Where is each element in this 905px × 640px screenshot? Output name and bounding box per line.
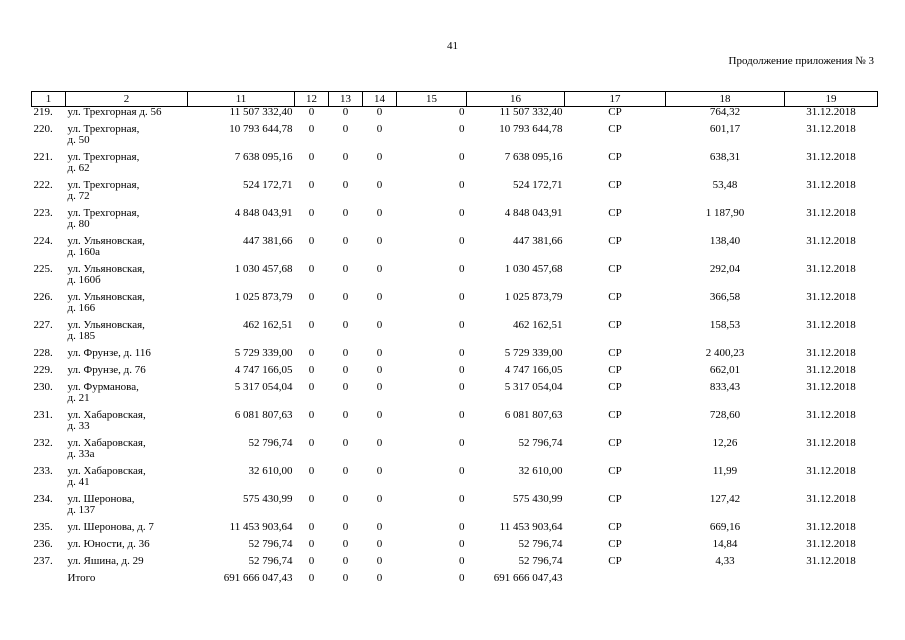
table-row (32, 124, 878, 152)
col-12-cell: 0 (308, 291, 315, 303)
address-cell: ул. Ульяновская, д. 166 (67, 291, 145, 314)
col-19-cell: 31.12.2018 (806, 493, 856, 505)
col-15-cell: 0 (459, 347, 465, 359)
col-14-cell: 0 (376, 572, 383, 584)
col-16-cell: 1 025 873,79 (504, 291, 563, 303)
column-header: 12 (295, 92, 329, 107)
row-number: 233. (33, 465, 53, 477)
col-11-cell: 1 025 873,79 (234, 291, 293, 303)
col-13-cell: 0 (342, 347, 349, 359)
col-13-cell: 0 (342, 123, 349, 135)
row-number: 220. (33, 123, 53, 135)
col-13-cell: 0 (342, 465, 349, 477)
address-cell: ул. Хабаровская, д. 33а (67, 437, 146, 460)
table-row (32, 522, 878, 539)
col-19-cell: 31.12.2018 (806, 409, 856, 421)
col-17-cell: СР (608, 555, 622, 567)
col-15-cell: 0 (459, 381, 465, 393)
table-body (32, 107, 878, 591)
col-17-cell (565, 573, 666, 590)
col-14-cell: 0 (376, 493, 383, 505)
col-19-cell: 31.12.2018 (806, 235, 856, 247)
col-17-cell: СР (608, 521, 622, 533)
column-header: 2 (66, 92, 188, 107)
col-11-cell: 52 796,74 (248, 437, 293, 449)
col-19-cell: 31.12.2018 (806, 319, 856, 331)
col-18-cell: 11,99 (712, 465, 738, 477)
col-17-cell: СР (608, 381, 622, 393)
col-14-cell: 0 (376, 235, 383, 247)
col-11-cell: 1 030 457,68 (234, 263, 293, 275)
col-16-cell: 5 317 054,04 (504, 381, 563, 393)
col-18-cell (666, 573, 785, 590)
col-17-cell: СР (608, 123, 622, 135)
row-number: 236. (33, 538, 53, 550)
table-row (32, 348, 878, 365)
col-16-cell: 52 796,74 (518, 555, 563, 567)
col-19-cell: 31.12.2018 (806, 364, 856, 376)
col-12-cell: 0 (308, 364, 315, 376)
col-15-cell: 0 (459, 521, 465, 533)
address-cell: ул. Ульяновская, д. 185 (67, 319, 145, 342)
col-12-cell: 0 (308, 347, 315, 359)
col-13-cell: 0 (342, 263, 349, 275)
col-14-cell: 0 (376, 465, 383, 477)
col-11-cell: 575 430,99 (243, 493, 293, 505)
row-number: 227. (33, 319, 53, 331)
col-13-cell: 0 (342, 493, 349, 505)
col-16-cell: 7 638 095,16 (504, 151, 563, 163)
col-15-cell: 0 (459, 437, 465, 449)
col-14-cell: 0 (376, 538, 383, 550)
col-12-cell: 0 (308, 572, 315, 584)
column-header: 15 (397, 92, 467, 107)
address-cell: ул. Фрунзе, д. 116 (67, 347, 151, 359)
col-14-cell: 0 (376, 151, 383, 163)
col-14-cell: 0 (376, 106, 383, 118)
col-19-cell: 31.12.2018 (806, 179, 856, 191)
col-15-cell: 0 (459, 235, 465, 247)
header-row (32, 92, 878, 107)
col-16-cell: 1 030 457,68 (504, 263, 563, 275)
col-11-cell: 462 162,51 (243, 319, 293, 331)
col-17-cell: СР (608, 291, 622, 303)
table-row (32, 292, 878, 320)
col-17-cell: СР (608, 263, 622, 275)
col-18-cell: 53,48 (712, 179, 738, 191)
col-12-cell: 0 (308, 207, 315, 219)
column-header: 14 (363, 92, 397, 107)
col-18-cell: 728,60 (709, 409, 741, 421)
col-16-cell: 10 793 644,78 (499, 123, 563, 135)
col-12-cell: 0 (308, 437, 315, 449)
col-16-cell: 11 507 332,40 (499, 106, 563, 118)
col-13-cell: 0 (342, 291, 349, 303)
col-14-cell: 0 (376, 437, 383, 449)
col-17-cell: СР (608, 493, 622, 505)
table-row (32, 466, 878, 494)
table-row (32, 320, 878, 348)
col-16-cell: 32 610,00 (518, 465, 563, 477)
col-19-cell: 31.12.2018 (806, 465, 856, 477)
col-11-cell: 11 453 903,64 (229, 521, 293, 533)
col-19-cell: 31.12.2018 (806, 347, 856, 359)
col-13-cell: 0 (342, 106, 349, 118)
col-14-cell: 0 (376, 555, 383, 567)
col-18-cell: 4,33 (715, 555, 735, 567)
address-cell: ул. Хабаровская, д. 41 (67, 465, 146, 488)
col-14-cell: 0 (376, 347, 383, 359)
col-16-cell: 524 172,71 (513, 179, 563, 191)
col-12-cell: 0 (308, 151, 315, 163)
row-number: 235. (33, 521, 53, 533)
col-19-cell: 31.12.2018 (806, 123, 856, 135)
col-15-cell: 0 (459, 319, 465, 331)
table-row (32, 539, 878, 556)
col-12-cell: 0 (308, 409, 315, 421)
col-12-cell: 0 (308, 123, 315, 135)
col-13-cell: 0 (342, 364, 349, 376)
col-12-cell: 0 (308, 319, 315, 331)
column-header: 11 (188, 92, 295, 107)
col-19-cell: 31.12.2018 (806, 437, 856, 449)
address-cell: ул. Яшина, д. 29 (67, 555, 144, 567)
row-number (32, 573, 66, 590)
address-cell: ул. Хабаровская, д. 33 (67, 409, 146, 432)
col-19-cell: 31.12.2018 (806, 555, 856, 567)
col-13-cell: 0 (342, 235, 349, 247)
col-12-cell: 0 (308, 493, 315, 505)
col-17-cell: СР (608, 465, 622, 477)
col-19-cell: 31.12.2018 (806, 106, 856, 118)
col-13-cell: 0 (342, 381, 349, 393)
col-18-cell: 12,26 (712, 437, 738, 449)
table-row (32, 365, 878, 382)
row-number: 232. (33, 437, 53, 449)
col-11-cell: 524 172,71 (243, 179, 293, 191)
col-19-cell (785, 573, 878, 590)
page-number: 41 (447, 40, 458, 52)
col-12-cell: 0 (308, 263, 315, 275)
col-18-cell: 638,31 (709, 151, 741, 163)
col-13-cell: 0 (342, 151, 349, 163)
address-cell: ул. Ульяновская, д. 160б (67, 263, 145, 286)
table-row (32, 264, 878, 292)
row-number: 221. (33, 151, 53, 163)
col-16-cell: 575 430,99 (513, 493, 563, 505)
row-number: 223. (33, 207, 53, 219)
row-number: 234. (33, 493, 53, 505)
column-header: 18 (666, 92, 785, 107)
address-cell: ул. Шеронова, д. 7 (67, 521, 154, 533)
col-13-cell: 0 (342, 538, 349, 550)
table-row (32, 438, 878, 466)
col-13-cell: 0 (342, 572, 349, 584)
column-header: 13 (329, 92, 363, 107)
row-number: 230. (33, 381, 53, 393)
col-11-cell: 7 638 095,16 (234, 151, 293, 163)
address-cell: ул. Трехгорная д. 56 (67, 106, 162, 118)
col-15-cell: 0 (459, 364, 465, 376)
col-17-cell: СР (608, 106, 622, 118)
table-row (32, 410, 878, 438)
col-14-cell: 0 (376, 319, 383, 331)
col-13-cell: 0 (342, 179, 349, 191)
col-11-cell: 10 793 644,78 (229, 123, 293, 135)
col-17-cell: СР (608, 207, 622, 219)
row-number: 219. (33, 106, 53, 118)
address-cell: ул. Фрунзе, д. 76 (67, 364, 146, 376)
col-12-cell: 0 (308, 465, 315, 477)
col-19-cell: 31.12.2018 (806, 291, 856, 303)
col-19-cell: 31.12.2018 (806, 538, 856, 550)
table-row (32, 382, 878, 410)
col-13-cell: 0 (342, 207, 349, 219)
table-row (32, 208, 878, 236)
address-cell: ул. Шеронова, д. 137 (67, 493, 135, 516)
col-15-cell: 0 (459, 493, 465, 505)
col-19-cell: 31.12.2018 (806, 521, 856, 533)
col-11-cell: 52 796,74 (248, 538, 293, 550)
table-row (32, 236, 878, 264)
address-cell: Итого (67, 572, 96, 584)
col-11-cell: 447 381,66 (243, 235, 293, 247)
col-12-cell: 0 (308, 381, 315, 393)
row-number: 237. (33, 555, 53, 567)
col-18-cell: 14,84 (712, 538, 738, 550)
col-12-cell: 0 (308, 521, 315, 533)
row-number: 222. (33, 179, 53, 191)
column-header: 16 (467, 92, 565, 107)
col-14-cell: 0 (376, 207, 383, 219)
col-11-cell: 4 747 166,05 (234, 364, 293, 376)
col-17-cell: СР (608, 364, 622, 376)
row-number: 224. (33, 235, 53, 247)
col-15-cell: 0 (459, 106, 465, 118)
col-12-cell: 0 (308, 235, 315, 247)
col-18-cell: 601,17 (709, 123, 741, 135)
col-16-cell: 5 729 339,00 (504, 347, 563, 359)
col-17-cell: СР (608, 151, 622, 163)
col-15-cell: 0 (459, 409, 465, 421)
col-14-cell: 0 (376, 381, 383, 393)
appendix-title: Продолжение приложения № 3 (728, 55, 874, 67)
col-17-cell: СР (608, 437, 622, 449)
col-15-cell: 0 (459, 123, 465, 135)
table-row (32, 556, 878, 573)
col-18-cell: 127,42 (709, 493, 741, 505)
col-14-cell: 0 (376, 409, 383, 421)
col-15-cell: 0 (459, 207, 465, 219)
col-16-cell: 11 453 903,64 (499, 521, 563, 533)
row-number: 225. (33, 263, 53, 275)
col-16-cell: 52 796,74 (518, 538, 563, 550)
col-15-cell: 0 (459, 151, 465, 163)
col-12-cell: 0 (308, 179, 315, 191)
col-11-cell: 32 610,00 (248, 465, 293, 477)
col-16-cell: 6 081 807,63 (504, 409, 563, 421)
col-16-cell: 4 848 043,91 (504, 207, 563, 219)
col-15-cell: 0 (459, 263, 465, 275)
col-13-cell: 0 (342, 555, 349, 567)
col-17-cell: СР (608, 179, 622, 191)
col-13-cell: 0 (342, 521, 349, 533)
col-18-cell: 669,16 (709, 521, 741, 533)
col-14-cell: 0 (376, 364, 383, 376)
col-19-cell: 31.12.2018 (806, 381, 856, 393)
col-18-cell: 2 400,23 (705, 347, 745, 359)
row-number: 231. (33, 409, 53, 421)
row-number: 229. (33, 364, 53, 376)
col-14-cell: 0 (376, 179, 383, 191)
col-15-cell: 0 (459, 291, 465, 303)
col-16-cell: 447 381,66 (513, 235, 563, 247)
row-number: 226. (33, 291, 53, 303)
table-row (32, 494, 878, 522)
col-16-cell: 691 666 047,43 (493, 572, 563, 584)
column-header: 17 (565, 92, 666, 107)
col-18-cell: 833,43 (709, 381, 741, 393)
col-16-cell: 52 796,74 (518, 437, 563, 449)
table-row (32, 107, 878, 125)
address-cell: ул. Фурманова, д. 21 (67, 381, 139, 404)
col-19-cell: 31.12.2018 (806, 151, 856, 163)
col-15-cell: 0 (459, 572, 465, 584)
col-18-cell: 138,40 (709, 235, 741, 247)
column-header: 1 (32, 92, 66, 107)
col-11-cell: 5 317 054,04 (234, 381, 293, 393)
address-cell: ул. Ульяновская, д. 160а (67, 235, 145, 258)
table-row (32, 180, 878, 208)
col-14-cell: 0 (376, 263, 383, 275)
address-cell: ул. Юности, д. 36 (67, 538, 150, 550)
row-number: 228. (33, 347, 53, 359)
address-cell: ул. Трехгорная, д. 80 (67, 207, 140, 230)
data-table (31, 91, 878, 590)
col-18-cell: 1 187,90 (705, 207, 745, 219)
col-11-cell: 4 848 043,91 (234, 207, 293, 219)
col-17-cell: СР (608, 409, 622, 421)
col-18-cell: 292,04 (709, 263, 741, 275)
col-12-cell: 0 (308, 106, 315, 118)
col-16-cell: 462 162,51 (513, 319, 563, 331)
address-cell: ул. Трехгорная, д. 62 (67, 151, 140, 174)
col-13-cell: 0 (342, 437, 349, 449)
col-11-cell: 52 796,74 (248, 555, 293, 567)
col-15-cell: 0 (459, 538, 465, 550)
column-header: 19 (785, 92, 878, 107)
col-17-cell: СР (608, 347, 622, 359)
col-15-cell: 0 (459, 179, 465, 191)
col-12-cell: 0 (308, 555, 315, 567)
col-11-cell: 691 666 047,43 (223, 572, 293, 584)
col-15-cell: 0 (459, 555, 465, 567)
col-13-cell: 0 (342, 409, 349, 421)
col-18-cell: 366,58 (709, 291, 741, 303)
address-cell: ул. Трехгорная, д. 50 (67, 123, 140, 146)
col-11-cell: 6 081 807,63 (234, 409, 293, 421)
col-17-cell: СР (608, 319, 622, 331)
col-14-cell: 0 (376, 521, 383, 533)
col-18-cell: 158,53 (709, 319, 741, 331)
table-row (32, 152, 878, 180)
col-17-cell: СР (608, 538, 622, 550)
col-19-cell: 31.12.2018 (806, 263, 856, 275)
table-row (32, 573, 878, 590)
address-cell: ул. Трехгорная, д. 72 (67, 179, 140, 202)
col-13-cell: 0 (342, 319, 349, 331)
col-11-cell: 5 729 339,00 (234, 347, 293, 359)
col-11-cell: 11 507 332,40 (229, 106, 293, 118)
col-18-cell: 764,32 (709, 106, 741, 118)
col-19-cell: 31.12.2018 (806, 207, 856, 219)
col-17-cell: СР (608, 235, 622, 247)
col-18-cell: 662,01 (709, 364, 741, 376)
col-14-cell: 0 (376, 291, 383, 303)
col-14-cell: 0 (376, 123, 383, 135)
col-12-cell: 0 (308, 538, 315, 550)
col-16-cell: 4 747 166,05 (504, 364, 563, 376)
col-15-cell: 0 (459, 465, 465, 477)
